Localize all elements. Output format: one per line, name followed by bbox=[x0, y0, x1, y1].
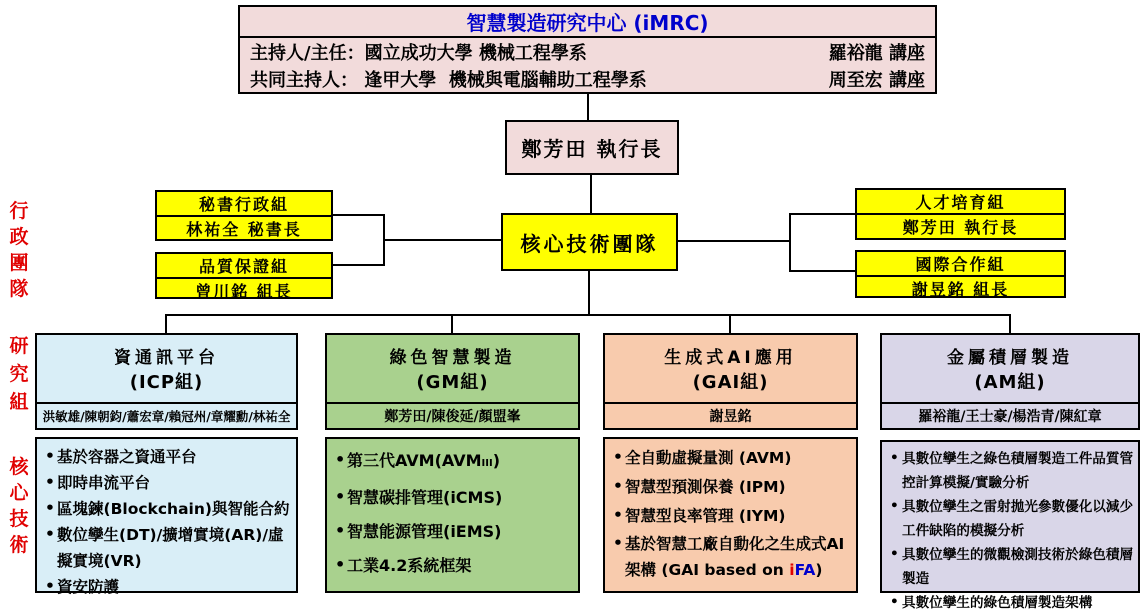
group-leader: 鄭芳田 執行長 bbox=[902, 218, 1019, 237]
avm-gen3-pre: 第三代AVM(AVM bbox=[347, 451, 482, 470]
tech-item: • 智慧型良率管理 (IYM) bbox=[611, 502, 852, 531]
group-code-text: (GAI組) bbox=[692, 372, 769, 393]
tech-item bbox=[611, 531, 852, 583]
connector-drop-gm bbox=[451, 314, 453, 333]
connector-left-stub-2 bbox=[333, 264, 384, 266]
gm-group-members: 鄭芳田/陳俊延/顏盟峯 bbox=[384, 409, 521, 425]
gai-core-tech-box bbox=[603, 437, 858, 593]
secretary-admin-group-box bbox=[155, 190, 333, 241]
co-director-name: 周至宏 講座 bbox=[828, 69, 925, 91]
group-code-text: (AM組) bbox=[974, 372, 1046, 393]
avm-gen3-post: ) bbox=[492, 451, 501, 470]
tech-item: • 智慧碳排管理(iCMS) bbox=[333, 481, 574, 515]
tech-item: • 具數位孿生的微觀檢測技術於綠色積層製造 bbox=[888, 543, 1134, 591]
admin-team-label: 行政團隊 bbox=[9, 200, 29, 300]
group-name: 國際合作組 bbox=[857, 252, 1064, 277]
connector-core-groups bbox=[588, 271, 590, 316]
center-header-box bbox=[238, 5, 937, 94]
international-cooperation-group-box bbox=[855, 250, 1066, 298]
tech-item: • 工業4.2系統框架 bbox=[333, 549, 574, 583]
gm-group-box bbox=[325, 333, 580, 430]
connector-exec-core bbox=[590, 175, 592, 213]
group-code-text: (GM組) bbox=[416, 372, 489, 393]
co-director-role: 共同主持人： 逢甲大學 機械與電腦輔助工程學系 bbox=[250, 69, 647, 91]
icp-core-tech-box bbox=[35, 437, 298, 596]
talent-cultivation-group-box bbox=[855, 188, 1066, 240]
tech-item: • 具數位孿生之綠色積層製造工件品質管控計算模擬/實驗分析 bbox=[888, 447, 1134, 495]
gm-core-tech-box bbox=[325, 437, 580, 593]
gm-group-title bbox=[327, 335, 578, 404]
am-group-members: 羅裕龍/王士豪/楊浩青/陳紅章 bbox=[918, 409, 1102, 425]
gai-group-box bbox=[603, 333, 858, 430]
group-name: 秘書行政組 bbox=[157, 192, 331, 217]
core-tech-label: 核心技術 bbox=[9, 456, 29, 556]
group-leader: 曾川銘 組長 bbox=[195, 282, 293, 301]
tech-item: • 資安防護 bbox=[43, 574, 292, 600]
gai-ifa-post: ) bbox=[815, 561, 823, 579]
icp-group-members: 洪敏雄/陳朝鈞/蕭宏章/賴冠州/章耀勳/林祐全 bbox=[42, 409, 291, 424]
icp-group-box bbox=[35, 333, 298, 430]
group-title-text: 綠色智慧製造 bbox=[389, 348, 516, 368]
center-title: 智慧製造研究中心 (iMRC) bbox=[240, 7, 935, 38]
connector-groups-rail bbox=[166, 314, 1011, 316]
connector-right-main bbox=[678, 240, 791, 242]
connector-right-bracket bbox=[789, 213, 791, 272]
ifa-i-text: i bbox=[789, 561, 795, 579]
connector-right-stub-2 bbox=[789, 270, 855, 272]
connector-left-stub-1 bbox=[333, 214, 384, 216]
connector-drop-gai bbox=[729, 314, 731, 333]
connector-drop-icp bbox=[165, 314, 167, 333]
director-line bbox=[240, 38, 935, 65]
group-title-text: 金屬積層製造 bbox=[947, 348, 1073, 368]
tech-item: • 具數位孿生之雷射拋光參數優化以減少工件缺陷的模擬分析 bbox=[888, 495, 1134, 543]
group-code-text: (ICP組) bbox=[129, 372, 204, 393]
connector-left-main bbox=[383, 239, 501, 241]
icp-group-title bbox=[37, 335, 296, 404]
group-name: 品質保證組 bbox=[157, 254, 331, 279]
executive-director-box: 鄭芳田 執行長 bbox=[505, 120, 679, 175]
tech-item: • 具數位孿生的綠色積層製造架構 bbox=[888, 591, 1134, 615]
quality-assurance-group-box bbox=[155, 252, 333, 299]
tech-item: • 數位孿生(DT)/擴增實境(AR)/虛擬實境(VR) bbox=[43, 522, 292, 574]
ifa-fa-text: FA bbox=[794, 561, 816, 579]
am-core-tech-box bbox=[880, 440, 1140, 611]
tech-item: • 即時串流平台 bbox=[43, 470, 292, 496]
tech-item: • 智慧能源管理(iEMS) bbox=[333, 515, 574, 549]
connector-header-exec bbox=[587, 94, 589, 120]
group-leader: 謝昱銘 組長 bbox=[911, 280, 1010, 299]
core-tech-team-box: 核心技術團隊 bbox=[501, 213, 678, 271]
group-title-text: 生成式AI應用 bbox=[664, 348, 797, 368]
tech-item: • 智慧型預測保養 (IPM) bbox=[611, 473, 852, 502]
director-role: 主持人/主任：國立成功大學 機械工程學系 bbox=[250, 42, 587, 64]
tech-item bbox=[333, 444, 574, 481]
gai-group-members: 謝昱銘 bbox=[709, 409, 752, 425]
connector-right-stub-1 bbox=[789, 213, 855, 215]
tech-item: • 基於容器之資通平台 bbox=[43, 444, 292, 470]
gai-group-title bbox=[605, 335, 856, 404]
tech-item: • 區塊鍊(Blockchain)與智能合約 bbox=[43, 496, 292, 522]
group-name: 人才培育組 bbox=[857, 190, 1064, 215]
group-leader: 林祐全 秘書長 bbox=[186, 220, 302, 239]
group-title-text: 資通訊平台 bbox=[114, 348, 219, 368]
research-group-label: 研究組 bbox=[9, 335, 29, 413]
am-group-box bbox=[880, 333, 1140, 430]
co-director-line bbox=[240, 65, 935, 92]
connector-drop-am bbox=[1009, 314, 1011, 333]
tech-item: • 全自動虛擬量測 (AVM) bbox=[611, 444, 852, 473]
avm-gen3-subscript: III bbox=[481, 458, 493, 469]
director-name: 羅裕龍 講座 bbox=[828, 42, 925, 64]
gai-ifa-pre: 基於智慧工廠自動化之生成式AI架構 (GAI based on bbox=[625, 535, 845, 579]
am-group-title bbox=[882, 335, 1138, 404]
